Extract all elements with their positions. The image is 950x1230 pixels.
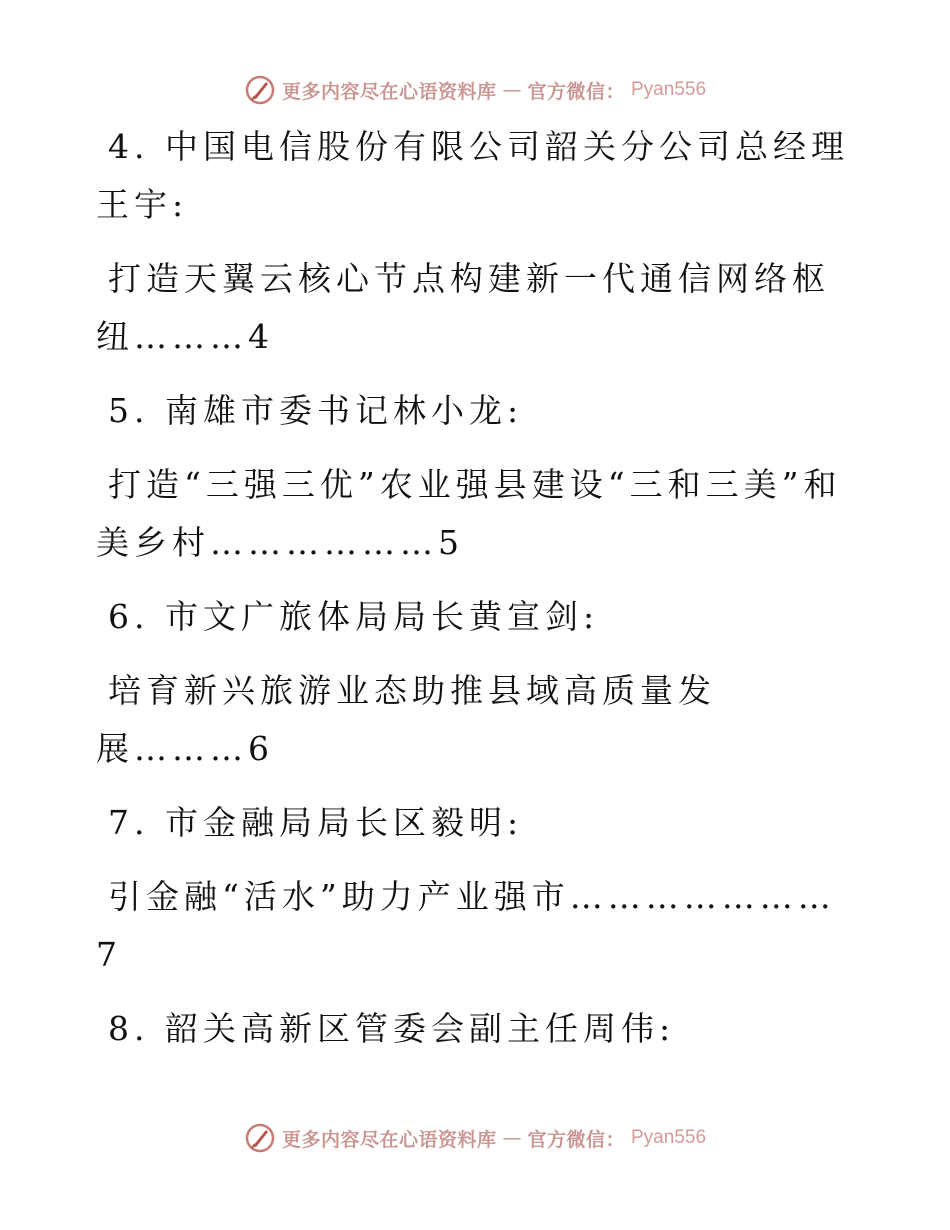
footer-watermark bbox=[0, 1118, 950, 1158]
toc-item-4-heading: 4. 中国电信股份有限公司韶关分公司总经理王宇: bbox=[96, 127, 849, 224]
feather-pen-logo-icon bbox=[244, 1122, 276, 1154]
toc-item-6-title: 培育新兴旅游业态助推县域高质量发展………6 bbox=[96, 671, 716, 768]
watermark-text: 更多内容尽在心语资料库 bbox=[281, 80, 497, 103]
toc-item-6-heading: 6. 市文广旅体局局长黄宣剑: bbox=[108, 597, 600, 636]
watermark-label: 官方微信： bbox=[527, 80, 625, 103]
toc-item-7-title: 引金融“活水”助力产业强市…………………7 bbox=[96, 877, 836, 974]
header-watermark bbox=[0, 70, 950, 110]
watermark-separator: — bbox=[502, 1127, 522, 1149]
toc-item-8-heading: 8. 韶关高新区管委会副主任周伟: bbox=[108, 1009, 676, 1048]
watermark-label: 官方微信： bbox=[527, 1128, 625, 1151]
table-of-contents bbox=[96, 118, 856, 1058]
toc-item-4-title: 打造天翼云核心节点构建新一代通信网络枢纽………4 bbox=[96, 259, 830, 356]
toc-item-7-heading: 7. 市金融局局长区毅明: bbox=[108, 803, 524, 842]
feather-pen-logo-icon bbox=[244, 74, 276, 106]
watermark-separator: — bbox=[502, 79, 522, 101]
toc-item-5-title: 打造“三强三优”农业强县建设“三和三美”和美乡村………………5 bbox=[96, 465, 842, 562]
toc-item-5-heading: 5. 南雄市委书记林小龙: bbox=[108, 391, 524, 430]
watermark-handle: Pyan556 bbox=[631, 1127, 707, 1148]
watermark-handle: Pyan556 bbox=[631, 79, 707, 100]
watermark-text: 更多内容尽在心语资料库 bbox=[281, 1128, 497, 1151]
